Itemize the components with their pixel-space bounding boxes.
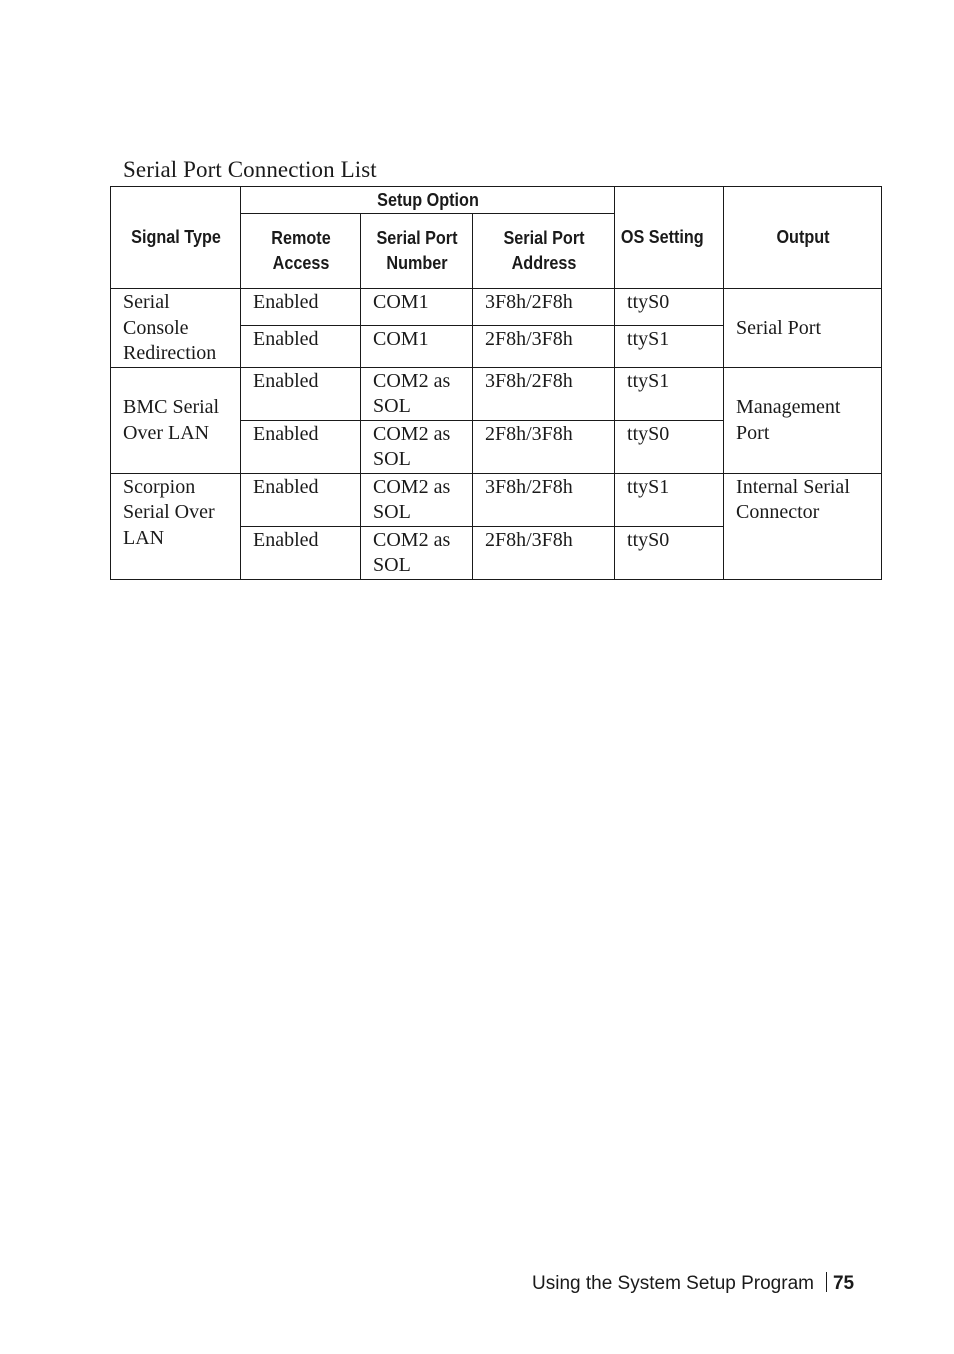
table-row bbox=[111, 473, 882, 526]
header-signal-type: Signal Type bbox=[117, 187, 234, 289]
remote-access-cell: Enabled bbox=[241, 473, 361, 526]
table-row bbox=[111, 289, 882, 326]
table-caption: Serial Port Connection List bbox=[123, 157, 377, 182]
signal-type-cell: BMC Serial Over LAN bbox=[111, 367, 241, 473]
os-setting-cell: ttyS1 bbox=[615, 473, 724, 526]
port-address-cell: 2F8h/3F8h bbox=[473, 326, 615, 367]
signal-type-cell: Serial Console Redirection bbox=[111, 289, 241, 368]
remote-access-cell: Enabled bbox=[241, 420, 361, 473]
remote-access-cell: Enabled bbox=[241, 367, 361, 420]
os-setting-cell: ttyS0 bbox=[615, 420, 724, 473]
port-number-cell: COM1 bbox=[361, 289, 473, 326]
footer-divider bbox=[826, 1272, 827, 1292]
os-setting-cell: ttyS1 bbox=[615, 326, 724, 367]
footer-section-title: Using the System Setup Program bbox=[532, 1273, 814, 1294]
header-output: Output bbox=[731, 187, 873, 289]
header-remote-access: Remote Access bbox=[247, 214, 355, 289]
port-address-cell: 2F8h/3F8h bbox=[473, 526, 615, 579]
os-setting-cell: ttyS1 bbox=[615, 367, 724, 420]
remote-access-cell: Enabled bbox=[241, 526, 361, 579]
port-number-cell: COM1 bbox=[361, 326, 473, 367]
port-address-cell: 2F8h/3F8h bbox=[473, 420, 615, 473]
port-address-cell: 3F8h/2F8h bbox=[473, 367, 615, 420]
page-footer bbox=[532, 1272, 854, 1295]
header-serial-port-number: Serial Port Number bbox=[366, 214, 467, 289]
output-cell: Management Port bbox=[724, 367, 882, 473]
port-number-cell: COM2 as SOL bbox=[361, 420, 473, 473]
os-setting-cell: ttyS0 bbox=[615, 526, 724, 579]
header-serial-port-address: Serial Port Address bbox=[480, 214, 608, 289]
port-number-cell: COM2 as SOL bbox=[361, 473, 473, 526]
header-os-setting: OS Setting bbox=[620, 187, 718, 289]
port-address-cell: 3F8h/2F8h bbox=[473, 473, 615, 526]
port-number-cell: COM2 as SOL bbox=[361, 526, 473, 579]
os-setting-cell: ttyS0 bbox=[615, 289, 724, 326]
output-cell: Serial Port bbox=[724, 289, 882, 368]
header-setup-option: Setup Option bbox=[259, 187, 596, 214]
serial-port-connection-table bbox=[110, 186, 882, 580]
port-number-cell: COM2 as SOL bbox=[361, 367, 473, 420]
page-number: 75 bbox=[832, 1273, 855, 1294]
signal-type-cell: Scorpion Serial Over LAN bbox=[111, 473, 241, 579]
table-row bbox=[111, 367, 882, 420]
output-cell: Internal Serial Connector bbox=[724, 473, 882, 579]
remote-access-cell: Enabled bbox=[241, 289, 361, 326]
port-address-cell: 3F8h/2F8h bbox=[473, 289, 615, 326]
remote-access-cell: Enabled bbox=[241, 326, 361, 367]
